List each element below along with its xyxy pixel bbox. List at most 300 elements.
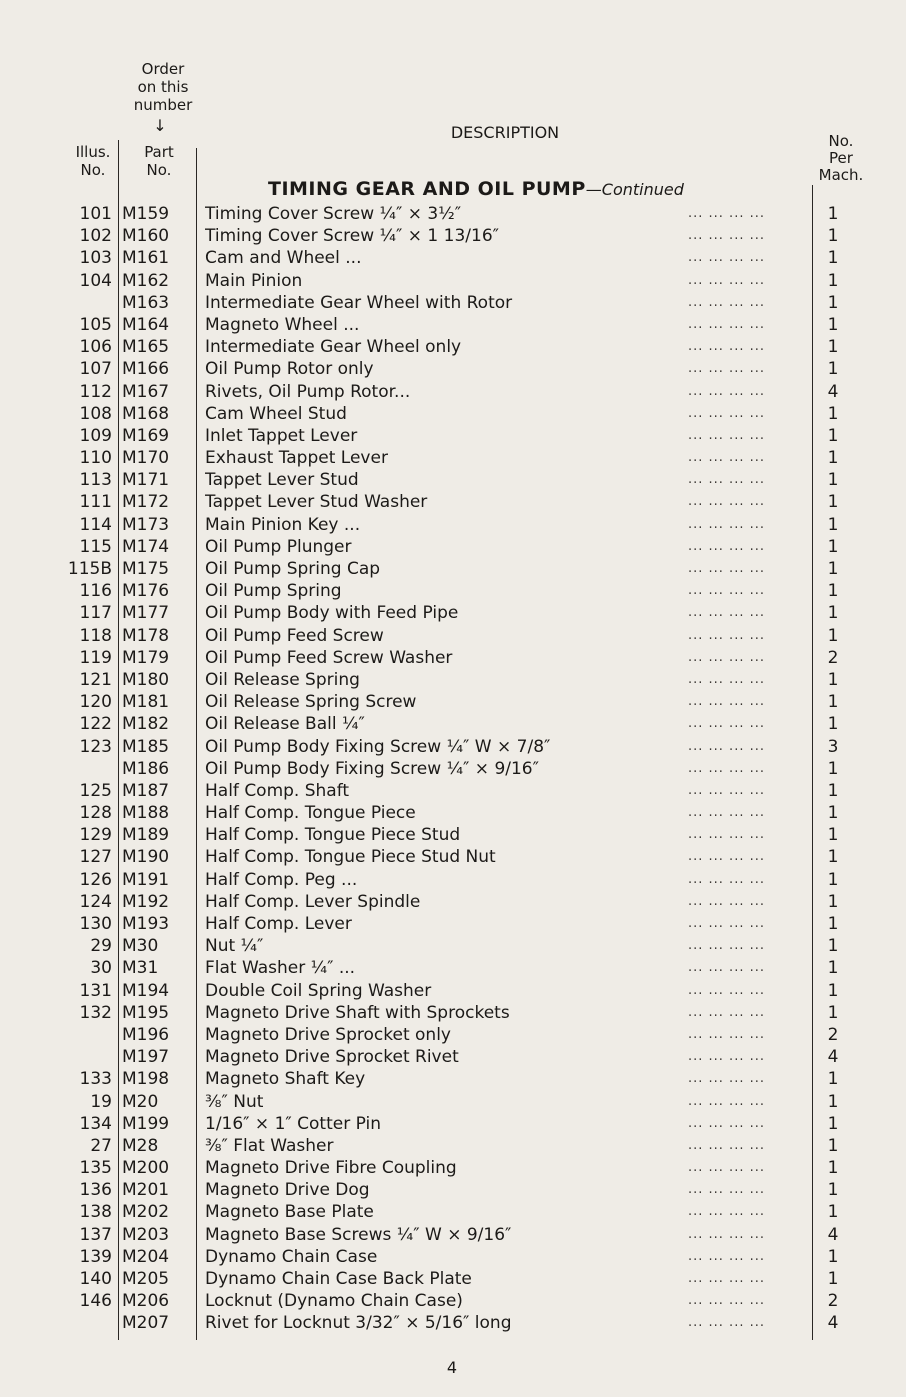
table-row <box>0 1312 906 1334</box>
description-text: Exhaust Tappet Lever <box>205 448 394 468</box>
description-text: Magneto Base Plate <box>205 1202 380 1222</box>
illus-no-cell: 123 <box>79 736 112 757</box>
leader-dots: ... ... ... ... <box>688 561 765 576</box>
quantity-cell: 1 <box>827 603 839 624</box>
quantity-cell: 1 <box>827 448 839 469</box>
table-row <box>0 203 906 225</box>
description-cell <box>205 647 790 669</box>
description-cell <box>205 558 790 580</box>
description-cell <box>205 1002 790 1024</box>
illus-no-cell: 125 <box>79 780 112 801</box>
description-text: Oil Release Spring <box>205 670 366 690</box>
table-row <box>0 469 906 491</box>
illus-no-cell: 108 <box>79 403 112 424</box>
table-row <box>0 270 906 292</box>
table-row <box>0 558 906 580</box>
description-text: Oil Pump Rotor only <box>205 359 380 379</box>
leader-dots: ... ... ... ... <box>688 1248 765 1264</box>
description-cell <box>205 1312 790 1334</box>
table-row <box>0 1157 906 1179</box>
leader-dots: ... ... ... ... <box>688 738 765 754</box>
leader-dots: ... ... ... ... <box>688 1271 765 1286</box>
description-text: Tappet Lever Stud <box>205 470 365 490</box>
quantity-cell: 1 <box>827 403 839 424</box>
description-text: Magneto Drive Sprocket only <box>205 1025 457 1045</box>
description-cell <box>205 1135 790 1157</box>
illus-header-line: Illus. <box>75 143 111 161</box>
description-cell <box>205 1224 790 1246</box>
description-text: Rivets, Oil Pump Rotor... <box>205 382 416 402</box>
table-row <box>0 314 906 336</box>
leader-dots: ... ... ... ... <box>688 1315 765 1331</box>
part-no-cell: M206 <box>122 1291 170 1312</box>
description-cell <box>205 247 790 269</box>
description-cell <box>205 358 790 380</box>
illus-no-cell: 126 <box>79 869 112 890</box>
illus-no-cell: 132 <box>79 1002 112 1023</box>
quantity-cell: 1 <box>827 1269 839 1289</box>
part-no-cell: M205 <box>122 1269 170 1289</box>
quantity-cell: 1 <box>827 359 839 380</box>
description-text: Half Comp. Tongue Piece Stud Nut <box>205 847 502 867</box>
table-row <box>0 957 906 979</box>
description-text: Intermediate Gear Wheel with Rotor <box>205 293 518 313</box>
description-text: Oil Pump Spring <box>205 581 348 601</box>
table-row <box>0 514 906 536</box>
illus-no-cell: 105 <box>79 314 112 335</box>
description-text: Magneto Drive Dog <box>205 1180 376 1200</box>
part-no-cell: M20 <box>122 1091 159 1112</box>
quantity-cell: 1 <box>827 581 839 602</box>
table-row <box>0 1290 906 1312</box>
table-row <box>0 1268 906 1290</box>
quantity-cell: 1 <box>827 1202 839 1223</box>
quantity-cell: 2 <box>827 647 839 668</box>
quantity-cell: 1 <box>827 248 839 269</box>
part-no-cell: M196 <box>122 1024 170 1045</box>
leader-dots: ... ... ... ... <box>688 916 765 931</box>
description-text: Rivet for Locknut 3/32″ × 5/16″ long <box>205 1313 517 1333</box>
quantity-cell: 1 <box>827 292 839 313</box>
illus-no-cell: 146 <box>79 1291 112 1312</box>
part-no-cell: M201 <box>122 1180 170 1201</box>
description-cell <box>205 1046 790 1068</box>
description-text: Magneto Shaft Key <box>205 1069 371 1089</box>
part-no-cell: M163 <box>122 292 170 313</box>
nopm-header-line: Per <box>829 149 853 167</box>
illus-no-cell: 137 <box>79 1224 112 1245</box>
quantity-cell: 4 <box>827 1313 839 1334</box>
description-text: Half Comp. Tongue Piece <box>205 803 422 823</box>
description-cell <box>205 691 790 713</box>
description-text: Oil Pump Body with Feed Pipe <box>205 603 464 623</box>
part-no-cell: M165 <box>122 337 170 358</box>
part-no-cell: M202 <box>122 1202 170 1223</box>
quantity-cell: 1 <box>827 958 839 979</box>
illus-no-cell: 106 <box>79 337 112 358</box>
description-text: Locknut (Dynamo Chain Case) <box>205 1291 469 1311</box>
table-row <box>0 292 906 314</box>
leader-dots: ... ... ... ... <box>688 1137 765 1153</box>
table-row <box>0 381 906 403</box>
table-row <box>0 980 906 1002</box>
leader-dots: ... ... ... ... <box>688 1182 765 1198</box>
quantity-cell: 1 <box>827 337 839 358</box>
part-no-header <box>130 143 188 179</box>
description-cell <box>205 669 790 691</box>
description-text: Oil Release Spring Screw <box>205 692 422 712</box>
part-no-cell: M199 <box>122 1113 170 1134</box>
description-text: Magneto Drive Sprocket Rivet <box>205 1047 465 1067</box>
quantity-cell: 2 <box>827 1291 839 1312</box>
leader-dots: ... ... ... ... <box>688 1049 765 1065</box>
illus-no-cell: 122 <box>79 714 112 735</box>
order-note-line: Order <box>141 60 185 78</box>
description-text: Double Coil Spring Washer <box>205 981 437 1001</box>
illus-header-line: No. <box>80 161 106 179</box>
illus-no-cell: 140 <box>79 1269 112 1289</box>
description-text: Oil Pump Body Fixing Screw ¼″ × 9/16″ <box>205 759 545 779</box>
quantity-cell: 1 <box>827 1113 839 1134</box>
part-no-cell: M188 <box>122 803 170 824</box>
leader-dots: ... ... ... ... <box>688 494 765 510</box>
quantity-cell: 1 <box>827 758 839 779</box>
illus-no-cell: 27 <box>90 1135 112 1156</box>
part-no-cell: M171 <box>122 470 170 491</box>
description-text: Oil Pump Feed Screw <box>205 626 390 646</box>
description-text: Cam Wheel Stud <box>205 404 353 424</box>
table-row <box>0 647 906 669</box>
description-cell <box>205 336 790 358</box>
quantity-cell: 1 <box>827 625 839 646</box>
part-no-cell: M174 <box>122 536 170 557</box>
table-row <box>0 425 906 447</box>
leader-dots: ... ... ... ... <box>688 960 765 976</box>
part-header-line: Part <box>144 143 174 161</box>
quantity-cell: 3 <box>827 736 839 757</box>
leader-dots: ... ... ... ... <box>688 649 765 665</box>
description-cell <box>205 1024 790 1046</box>
table-row <box>0 846 906 868</box>
table-row <box>0 713 906 735</box>
leader-dots: ... ... ... ... <box>688 871 765 887</box>
table-row <box>0 403 906 425</box>
quantity-cell: 2 <box>827 1024 839 1045</box>
description-text: 1/16″ × 1″ Cotter Pin <box>205 1114 387 1134</box>
illus-no-cell: 118 <box>79 625 112 646</box>
nopm-header-line: No. <box>828 132 854 150</box>
part-no-cell: M182 <box>122 714 170 735</box>
quantity-cell: 1 <box>827 1002 839 1023</box>
quantity-cell: 4 <box>827 1224 839 1245</box>
description-cell <box>205 491 790 513</box>
illus-no-cell: 127 <box>79 847 112 868</box>
part-no-cell: M194 <box>122 980 170 1001</box>
table-row <box>0 824 906 846</box>
quantity-cell: 1 <box>827 470 839 491</box>
quantity-cell: 1 <box>827 559 839 579</box>
quantity-cell: 1 <box>827 270 839 291</box>
part-no-cell: M168 <box>122 403 170 424</box>
illus-no-cell: 102 <box>79 226 112 247</box>
description-cell <box>205 536 790 558</box>
description-cell <box>205 1201 790 1223</box>
leader-dots: ... ... ... ... <box>688 827 765 843</box>
table-row <box>0 736 906 758</box>
leader-dots: ... ... ... ... <box>688 694 765 710</box>
description-cell <box>205 713 790 735</box>
leader-dots: ... ... ... ... <box>688 206 765 221</box>
description-cell <box>205 1113 790 1135</box>
leader-dots: ... ... ... ... <box>688 1004 765 1020</box>
description-text: Magneto Base Screws ¼″ W × 9/16″ <box>205 1225 517 1245</box>
table-row <box>0 935 906 957</box>
table-row <box>0 891 906 913</box>
leader-dots: ... ... ... ... <box>688 228 765 244</box>
quantity-cell: 1 <box>827 425 839 446</box>
section-title <box>268 178 788 200</box>
description-cell <box>205 203 790 225</box>
description-cell <box>205 736 790 758</box>
description-cell <box>205 625 790 647</box>
table-row <box>0 625 906 647</box>
quantity-cell: 1 <box>827 692 839 713</box>
illus-no-cell: 103 <box>79 248 112 269</box>
description-cell <box>205 447 790 469</box>
quantity-cell: 1 <box>827 1091 839 1112</box>
table-row <box>0 1002 906 1024</box>
leader-dots: ... ... ... ... <box>688 250 765 266</box>
description-cell <box>205 891 790 913</box>
quantity-cell: 1 <box>827 1135 839 1156</box>
part-no-cell: M31 <box>122 958 159 979</box>
description-text: Intermediate Gear Wheel only <box>205 337 467 357</box>
part-no-cell: M166 <box>122 359 170 380</box>
quantity-cell: 1 <box>827 869 839 890</box>
description-text: Magneto Wheel ... <box>205 315 365 335</box>
description-cell <box>205 469 790 491</box>
leader-dots: ... ... ... ... <box>688 849 765 865</box>
part-no-cell: M204 <box>122 1246 170 1267</box>
description-text: Half Comp. Tongue Piece Stud <box>205 825 466 845</box>
table-row <box>0 780 906 802</box>
leader-dots: ... ... ... ... <box>688 405 765 421</box>
table-row <box>0 691 906 713</box>
leader-dots: ... ... ... ... <box>688 1093 765 1109</box>
description-cell <box>205 403 790 425</box>
table-row <box>0 1046 906 1068</box>
description-cell <box>205 1290 790 1312</box>
page-number: 4 <box>446 1358 458 1377</box>
part-no-cell: M162 <box>122 270 170 291</box>
description-text: Flat Washer ¼″ ... <box>205 958 361 978</box>
leader-dots: ... ... ... ... <box>688 716 765 732</box>
description-cell <box>205 869 790 891</box>
part-no-cell: M172 <box>122 492 170 513</box>
quantity-cell: 1 <box>827 226 839 247</box>
leader-dots: ... ... ... ... <box>688 805 765 821</box>
description-cell <box>205 381 790 403</box>
leader-dots: ... ... ... ... <box>688 671 765 687</box>
illus-no-cell: 113 <box>79 470 112 491</box>
no-per-mach-header <box>806 133 876 184</box>
description-text: Timing Cover Screw ¼″ × 3½″ <box>205 204 467 224</box>
leader-dots: ... ... ... ... <box>688 1071 765 1087</box>
description-cell <box>205 980 790 1002</box>
description-text: Timing Cover Screw ¼″ × 1 13/16″ <box>205 226 505 246</box>
table-row <box>0 491 906 513</box>
part-no-cell: M200 <box>122 1158 170 1179</box>
quantity-cell: 1 <box>827 536 839 557</box>
part-no-cell: M207 <box>122 1313 170 1334</box>
leader-dots: ... ... ... ... <box>688 316 765 332</box>
leader-dots: ... ... ... ... <box>688 1026 765 1042</box>
table-row <box>0 447 906 469</box>
leader-dots: ... ... ... ... <box>688 450 765 466</box>
quantity-cell: 1 <box>827 492 839 513</box>
order-note-line: number <box>133 96 193 114</box>
quantity-cell: 1 <box>827 914 839 934</box>
leader-dots: ... ... ... ... <box>688 294 765 310</box>
quantity-cell: 1 <box>827 803 839 824</box>
illus-no-cell: 104 <box>79 270 112 291</box>
description-text: Inlet Tappet Lever <box>205 426 363 446</box>
part-no-cell: M175 <box>122 559 170 579</box>
part-no-cell: M192 <box>122 891 170 912</box>
description-cell <box>205 514 790 536</box>
illus-no-cell: 128 <box>79 803 112 824</box>
description-cell <box>205 780 790 802</box>
description-text: Half Comp. Lever Spindle <box>205 892 426 912</box>
illus-no-cell: 130 <box>79 914 112 934</box>
description-cell <box>205 1068 790 1090</box>
description-text: Oil Release Ball ¼″ <box>205 714 371 734</box>
leader-dots: ... ... ... ... <box>688 383 765 399</box>
quantity-cell: 1 <box>827 980 839 1001</box>
description-text: Main Pinion <box>205 271 308 291</box>
table-row <box>0 1091 906 1113</box>
illus-no-cell: 117 <box>79 603 112 624</box>
quantity-cell: 1 <box>827 1158 839 1179</box>
leader-dots: ... ... ... ... <box>688 339 765 355</box>
illus-no-cell: 131 <box>79 980 112 1001</box>
quantity-cell: 1 <box>827 1180 839 1201</box>
part-no-cell: M193 <box>122 914 170 934</box>
description-text: Oil Pump Feed Screw Washer <box>205 648 458 668</box>
description-cell <box>205 270 790 292</box>
part-no-cell: M173 <box>122 514 170 535</box>
description-text: Oil Pump Body Fixing Screw ¼″ W × 7/8″ <box>205 737 556 757</box>
illus-no-cell: 120 <box>79 692 112 713</box>
leader-dots: ... ... ... ... <box>688 516 765 532</box>
illus-no-cell: 129 <box>79 825 112 846</box>
illus-no-cell: 138 <box>79 1202 112 1223</box>
leader-dots: ... ... ... ... <box>688 1160 765 1176</box>
description-text: Magneto Drive Fibre Coupling <box>205 1158 463 1178</box>
quantity-cell: 1 <box>827 314 839 335</box>
part-no-cell: M28 <box>122 1135 159 1156</box>
part-no-cell: M181 <box>122 692 170 713</box>
part-no-cell: M178 <box>122 625 170 646</box>
part-no-cell: M30 <box>122 936 159 957</box>
leader-dots: ... ... ... ... <box>688 1293 765 1309</box>
illus-no-cell: 136 <box>79 1180 112 1201</box>
illus-no-cell: 133 <box>79 1069 112 1090</box>
illus-no-cell: 121 <box>79 669 112 690</box>
illus-no-cell: 101 <box>79 204 112 224</box>
quantity-cell: 1 <box>827 936 839 957</box>
table-row <box>0 1068 906 1090</box>
illus-no-cell: 115B <box>67 559 112 579</box>
description-cell <box>205 1157 790 1179</box>
table-row <box>0 913 906 935</box>
quantity-cell: 1 <box>827 891 839 912</box>
description-text: Half Comp. Peg ... <box>205 870 363 890</box>
description-cell <box>205 1179 790 1201</box>
quantity-cell: 4 <box>827 1047 839 1068</box>
description-text: Main Pinion Key ... <box>205 515 366 535</box>
table-row <box>0 1224 906 1246</box>
description-cell <box>205 580 790 602</box>
illus-no-cell: 114 <box>79 514 112 535</box>
leader-dots: ... ... ... ... <box>688 1226 765 1242</box>
part-no-cell: M176 <box>122 581 170 602</box>
part-no-cell: M161 <box>122 248 170 269</box>
part-no-cell: M177 <box>122 603 170 624</box>
table-row <box>0 1135 906 1157</box>
part-no-cell: M169 <box>122 425 170 446</box>
description-cell <box>205 846 790 868</box>
leader-dots: ... ... ... ... <box>688 760 765 776</box>
table-row <box>0 1201 906 1223</box>
part-no-cell: M203 <box>122 1224 170 1245</box>
illus-no-cell: 111 <box>79 492 112 513</box>
quantity-cell: 1 <box>827 669 839 690</box>
part-no-cell: M195 <box>122 1002 170 1023</box>
quantity-cell: 1 <box>827 514 839 535</box>
description-cell <box>205 935 790 957</box>
quantity-cell: 1 <box>827 847 839 868</box>
down-arrow-icon: ↓ <box>153 116 167 135</box>
table-row <box>0 225 906 247</box>
part-no-cell: M180 <box>122 669 170 690</box>
illus-no-cell: 119 <box>79 647 112 668</box>
leader-dots: ... ... ... ... <box>688 538 765 554</box>
leader-dots: ... ... ... ... <box>688 605 765 621</box>
description-text: ⅜″ Flat Washer <box>205 1136 339 1156</box>
part-no-cell: M189 <box>122 825 170 846</box>
description-cell <box>205 225 790 247</box>
part-no-cell: M167 <box>122 381 170 402</box>
quantity-cell: 1 <box>827 1069 839 1090</box>
part-no-cell: M160 <box>122 226 170 247</box>
illus-no-cell: 19 <box>90 1091 112 1112</box>
part-no-cell: M185 <box>122 736 170 757</box>
illus-no-cell: 29 <box>90 936 112 957</box>
leader-dots: ... ... ... ... <box>688 893 765 909</box>
quantity-cell: 1 <box>827 825 839 846</box>
description-cell <box>205 758 790 780</box>
description-text: Nut ¼″ <box>205 936 269 956</box>
description-cell <box>205 802 790 824</box>
part-no-cell: M190 <box>122 847 170 868</box>
table-row <box>0 669 906 691</box>
table-row <box>0 602 906 624</box>
leader-dots: ... ... ... ... <box>688 361 765 377</box>
table-row <box>0 802 906 824</box>
description-text: Oil Pump Spring Cap <box>205 559 386 579</box>
description-cell <box>205 957 790 979</box>
